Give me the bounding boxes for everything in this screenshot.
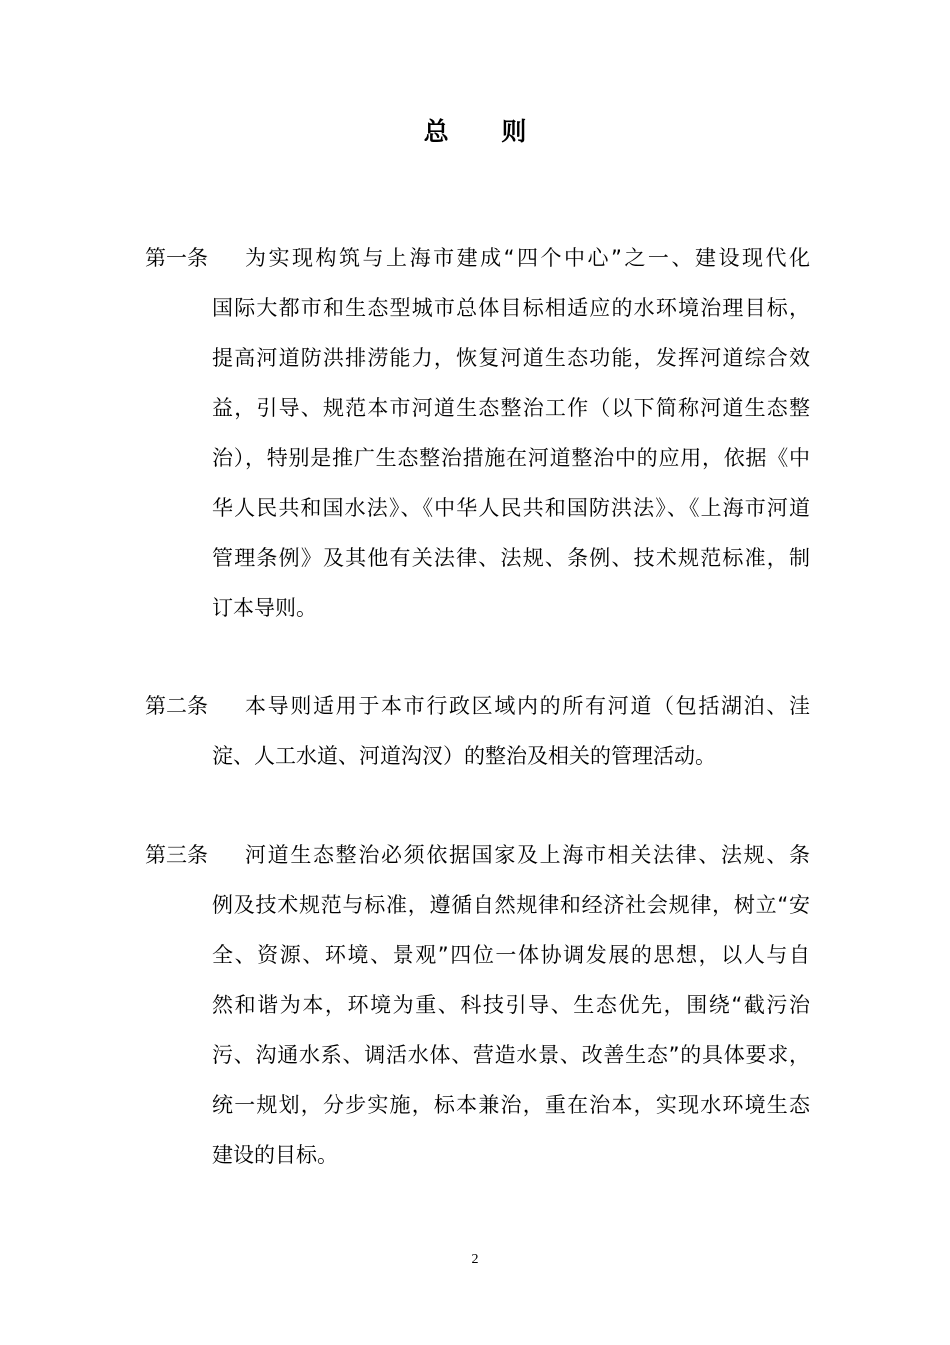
article-line: 治），特别是推广生态整治措施在河道整治中的应用，依据《中 <box>212 446 810 470</box>
article-line: 然和谐为本，环境为重、科技引导、生态优先，围绕“截污治 <box>212 993 810 1017</box>
page-title: 总 则 <box>423 117 549 146</box>
article-line: 河道生态整治必须依据国家及上海市相关法律、法规、条 <box>245 843 810 867</box>
article-line: 统一规划，分步实施，标本兼治，重在治本，实现水环境生态 <box>212 1093 810 1117</box>
article-line: 建设的目标。 <box>212 1143 338 1167</box>
article-body <box>145 681 810 781</box>
article-line: 国际大都市和生态型城市总体目标相适应的水环境治理目标， <box>212 296 810 320</box>
article-line: 例及技术规范与标准，遵循自然规律和经济社会规律，树立“安 <box>212 893 810 917</box>
page-number: 2 <box>471 1252 479 1267</box>
article-label: 第二条 <box>145 694 208 718</box>
article-body <box>145 830 810 1180</box>
article-body <box>145 233 810 633</box>
article-label: 第三条 <box>145 843 208 867</box>
article-line: 提高河道防洪排涝能力，恢复河道生态功能，发挥河道综合效 <box>212 346 810 370</box>
article-line: 淀、人工水道、河道沟汊）的整治及相关的管理活动。 <box>212 744 716 768</box>
article-line: 为实现构筑与上海市建成“四个中心”之一、建设现代化 <box>245 246 810 270</box>
article-line: 益，引导、规范本市河道生态整治工作（以下简称河道生态整 <box>212 396 810 420</box>
article-line: 本导则适用于本市行政区域内的所有河道（包括湖泊、洼 <box>245 694 810 718</box>
article-line: 华人民共和国水法》、《中华人民共和国防洪法》、《上海市河道 <box>212 496 810 520</box>
article-label: 第一条 <box>145 246 208 270</box>
article-line: 全、资源、环境、景观”四位一体协调发展的思想，以人与自 <box>212 943 810 967</box>
article-line: 污、沟通水系、调活水体、营造水景、改善生态”的具体要求， <box>212 1043 810 1067</box>
article-line: 订本导则。 <box>212 596 317 620</box>
article-line: 管理条例》及其他有关法律、法规、条例、技术规范标准，制 <box>212 546 810 570</box>
